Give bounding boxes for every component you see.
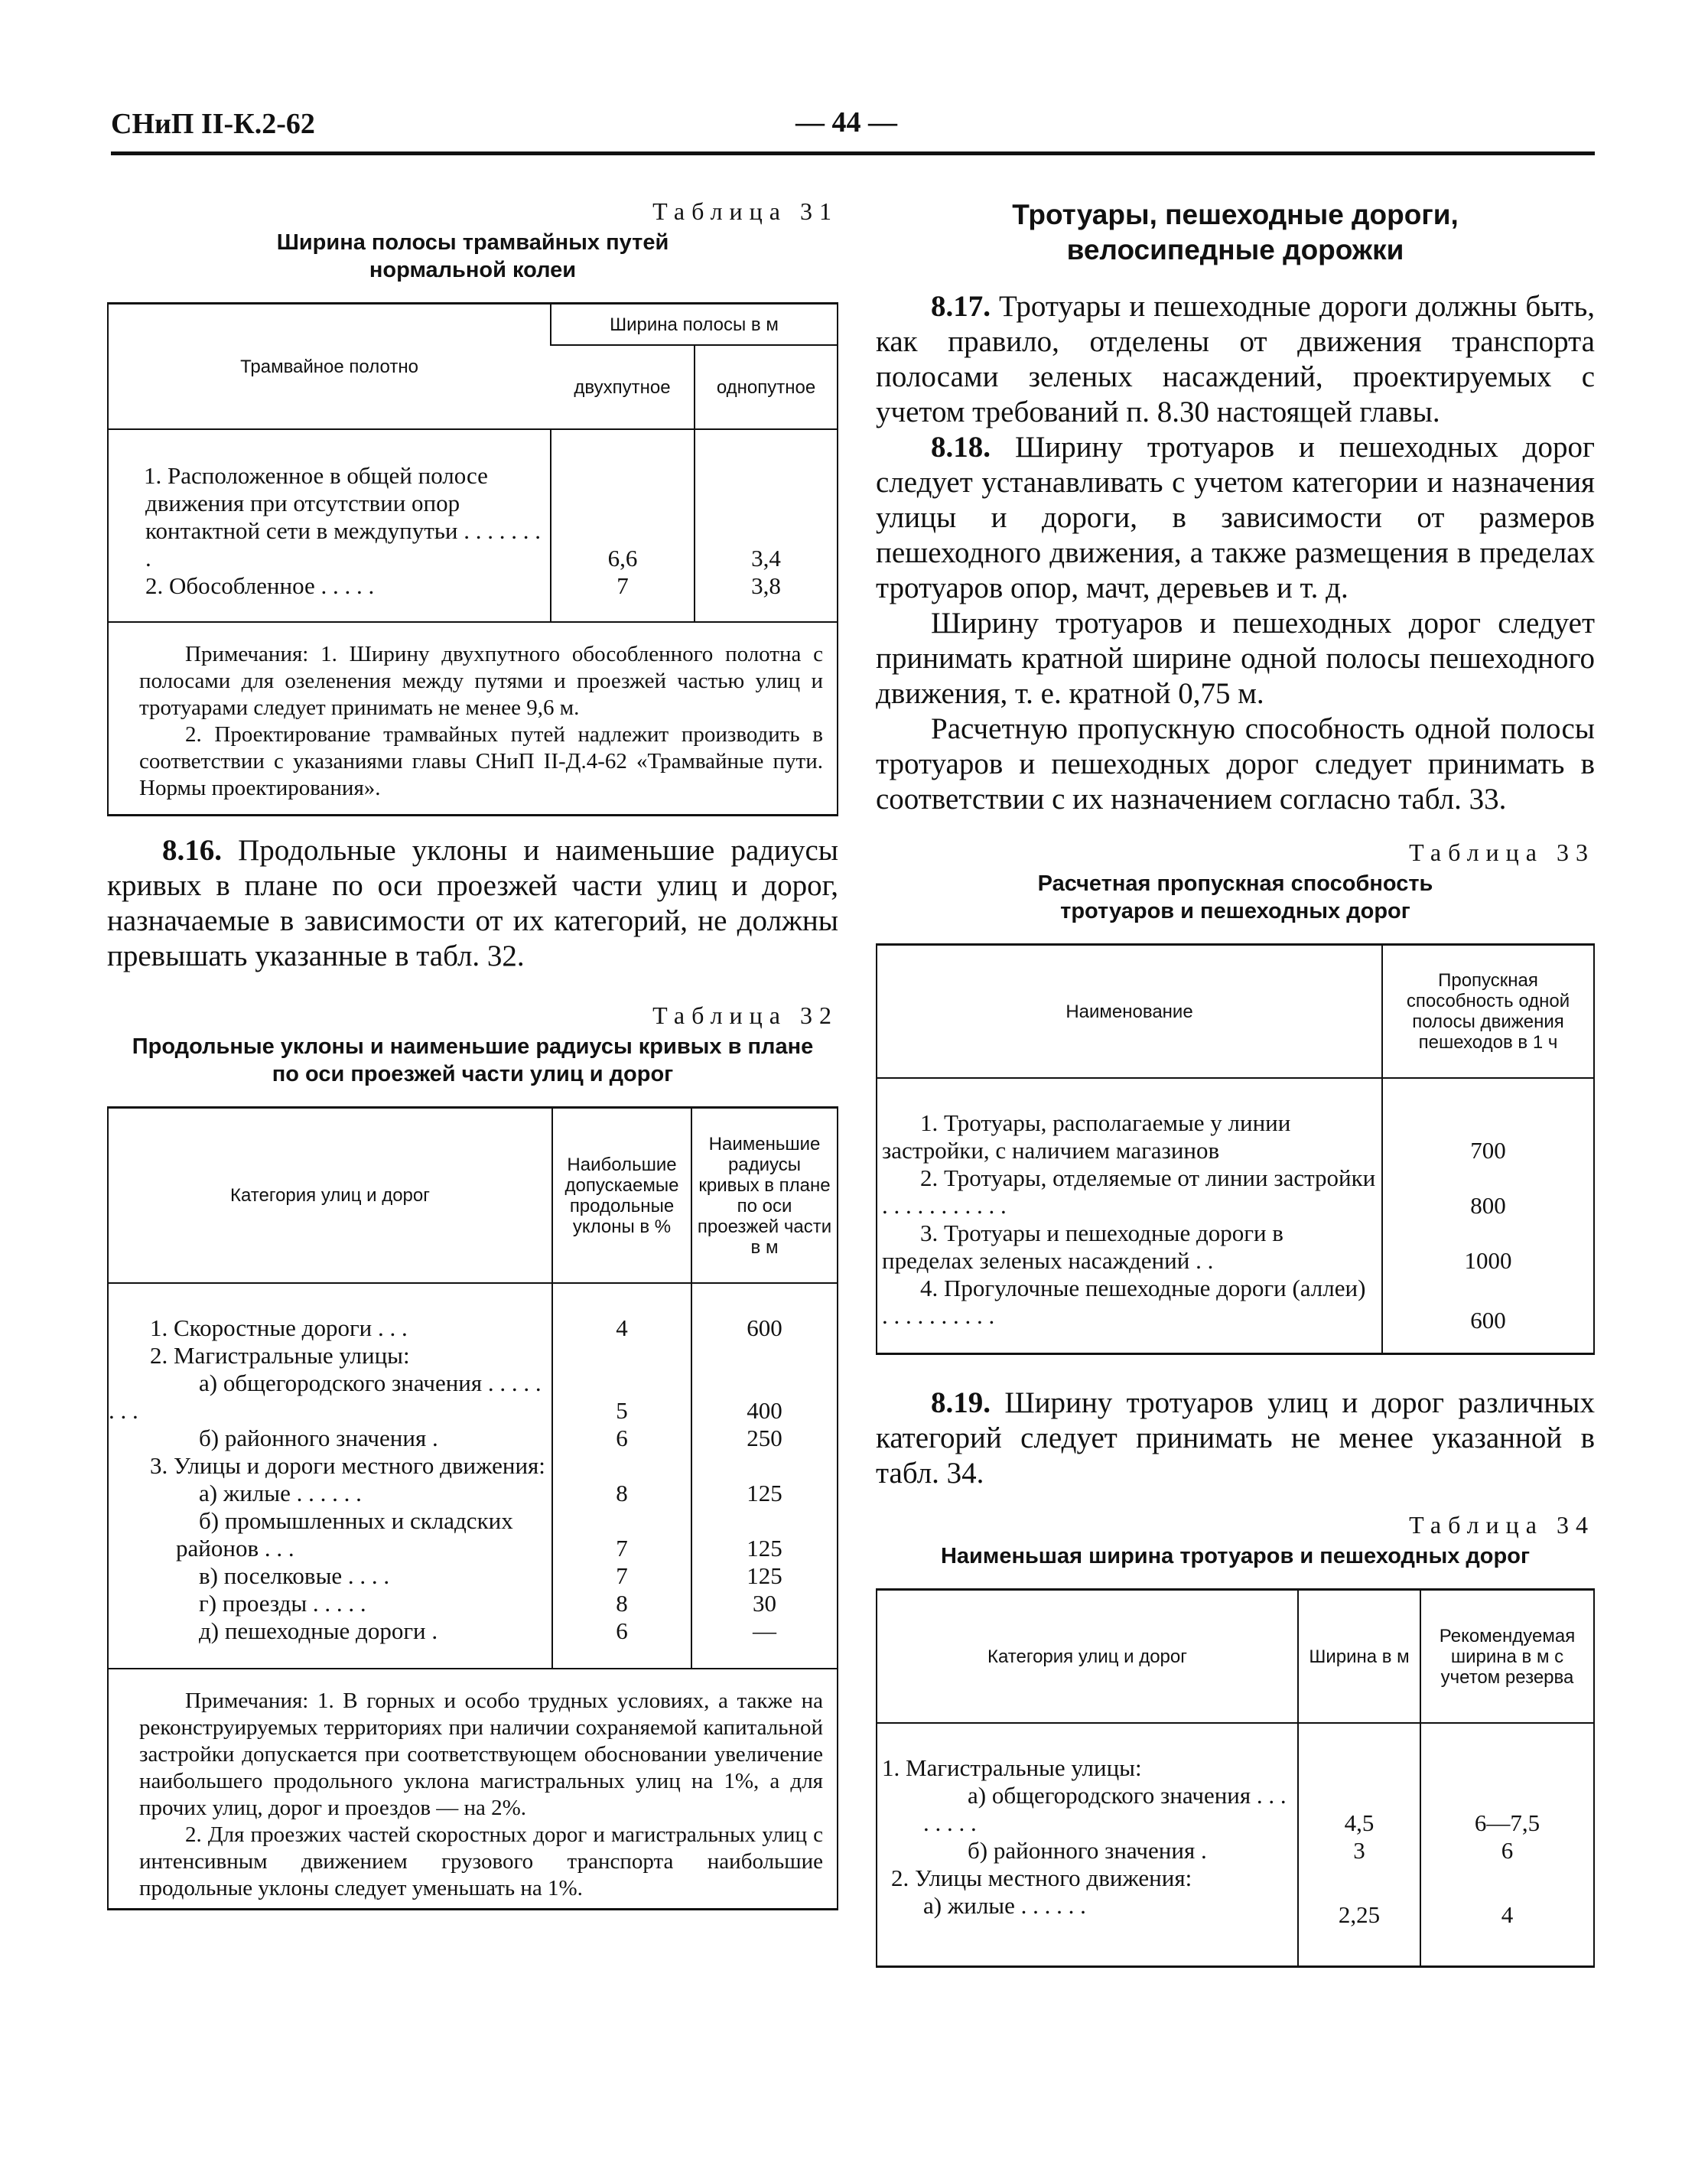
table-34-row-label: б) районного значения . [968, 1837, 1207, 1864]
table-34-row-width: 3 [1298, 1837, 1420, 1864]
paragraph-8-16-text: Продольные уклоны и наименьшие радиусы кривых в плане по оси проезжей части улиц и дорог, назначаемые в зависимости от их категорий, не должны превышать указанные в табл. 32. [107, 834, 838, 972]
table-33-header-capacity: Пропускная способность одной полосы движения пешеходов в 1 ч [1382, 946, 1593, 1078]
table-33-row-value: 600 [1382, 1275, 1593, 1353]
table-33-row-value: 700 [1382, 1078, 1593, 1164]
table-row [109, 1562, 837, 1590]
table-33-title: Расчетная пропускная способность тротуаров и пешеходных дорог [1037, 871, 1433, 923]
table-row [877, 1275, 1593, 1353]
table-31-header-double: двухпутное [551, 345, 695, 429]
table-31-row-label: 2. Обособленное . . . . . [145, 572, 375, 599]
right-column [876, 197, 1595, 1968]
table-32-row-label: 3. Улицы и дороги местного движения: [150, 1452, 545, 1479]
table-row [109, 1425, 837, 1452]
table-row [109, 1507, 837, 1562]
table-34-row-recommended [1420, 1723, 1593, 1782]
table-row [877, 1892, 1593, 1965]
table-32-row-label: а) общегородского значения . . . . . . . . [109, 1369, 542, 1424]
table-31-row-double: 7 [551, 572, 695, 622]
table-row [109, 429, 837, 572]
table-33-row-label: 1. Тротуары, располагаемые у линии застройки, с наличием магазинов [882, 1109, 1291, 1164]
paragraph-8-18-capacity: Расчетную пропускную способность одной полосы тротуаров и пешеходных дорог следует принимать в соответствии с их назначением согласно табл. 33. [876, 712, 1595, 816]
table-32-note-2: 2. Для проезжих частей скоростных дорог и магистральных улиц с интенсивным движением грузового транспорта наибольшие продольные уклоны следует уменьшать на 1%. [139, 1822, 823, 1900]
table-32-row-slope: 5 [552, 1369, 691, 1425]
table-32-header-radius: Наименьшие радиусы кривых в плане по оси проезжей части в м [691, 1109, 837, 1283]
table-row [109, 1617, 837, 1669]
table-32-row-label: а) жилые . . . . . . [199, 1480, 362, 1506]
table-34-row-recommended: 6 [1420, 1837, 1593, 1864]
table-33-header-name: Наименование [877, 946, 1382, 1078]
table-row [109, 1342, 837, 1369]
table-34-row-label: 1. Магистральные улицы: [882, 1754, 1142, 1781]
table-32-row-label: 1. Скоростные дороги . . . [150, 1314, 408, 1341]
table-31-title: Ширина полосы трамвайных путей нормальной колеи [276, 230, 669, 282]
table-row [877, 1164, 1593, 1220]
table-row [877, 1220, 1593, 1275]
table-34-header-category: Категория улиц и дорог [877, 1591, 1298, 1723]
table-32-row-slope: 7 [552, 1507, 691, 1562]
paragraph-8-17-text: Тротуары и пешеходные дороги должны быть, как правило, отделены от движения транспорта полосами зеленых насаждений, проектируемых с учетом требований п. 8.30 настоящей главы. [876, 290, 1595, 428]
paragraph-8-17 [876, 289, 1595, 430]
table-34-row-label: а) жилые . . . . . . [923, 1892, 1086, 1919]
table-32-title: Продольные уклоны и наименьшие радиусы кривых в плане по оси проезжей части улиц и дорог [132, 1034, 814, 1086]
left-column [107, 197, 838, 1910]
paragraph-8-18-number: 8.18. [931, 431, 991, 464]
table-34-row-recommended: 6—7,5 [1420, 1782, 1593, 1837]
table-32-row-slope [552, 1342, 691, 1369]
table-row [109, 1480, 837, 1507]
table-34-title: Наименьшая ширина тротуаров и пешеходных дорог [940, 1544, 1531, 1568]
header-rule [111, 151, 1595, 155]
table-31-header-track: Трамвайное полотно [109, 305, 551, 429]
table-34-header-width: Ширина в м [1298, 1591, 1420, 1723]
table-32-row-label: б) районного значения . [199, 1425, 438, 1451]
table-34-row-width: 4,5 [1298, 1782, 1420, 1837]
table-34-row-label: 2. Улицы местного движения: [891, 1864, 1192, 1891]
section-title: Тротуары, пешеходные дороги, велосипедные дорожки [1012, 199, 1459, 265]
table-33-row-value: 1000 [1382, 1220, 1593, 1275]
table-31-note-1: Примечания: 1. Ширину двухпутного обособленного полотна с полосами для озеленения между путями и проезжей частью улиц и тротуарами следует принимать не менее 9,6 м. [139, 642, 823, 720]
table-32-caption: Таблица 32 [652, 1001, 838, 1029]
paragraph-8-18 [876, 430, 1595, 606]
table-31-row-single: 3,8 [695, 572, 837, 622]
table-32-row-radius: 30 [691, 1590, 837, 1617]
table-32-row-label: 2. Магистральные улицы: [150, 1342, 410, 1369]
table-31-header-width: Ширина полосы в м [551, 305, 837, 345]
table-32-row-slope [552, 1452, 691, 1480]
table-31-row-label: 1. Расположенное в общей полосе движения при отсутствии опор контактной сети в междупутьи . . . . . . . . [144, 462, 541, 572]
table-row [109, 572, 837, 622]
table-32-row-radius: 125 [691, 1480, 837, 1507]
table-32-row-label: г) проезды . . . . . [199, 1590, 366, 1617]
table-row [109, 1452, 837, 1480]
table-31-caption: Таблица 31 [652, 197, 838, 225]
table-32 [107, 1106, 838, 1910]
table-32-row-radius: 600 [691, 1283, 837, 1342]
table-34-header-recommended: Рекомендуемая ширина в м с учетом резерва [1420, 1591, 1593, 1723]
table-32-row-label: в) поселковые . . . . [199, 1562, 390, 1589]
table-32-row-radius: 250 [691, 1425, 837, 1452]
table-row [109, 1283, 837, 1342]
page-number: — 44 — [795, 106, 897, 138]
table-31-note-2: 2. Проектирование трамвайных путей надлежит производить в соответствии с указаниями главы СНиП II-Д.4-62 «Трамвайные пути. Нормы проектирования». [139, 722, 823, 800]
table-32-row-slope: 7 [552, 1562, 691, 1590]
paragraph-8-19-text: Ширину тротуаров улиц и дорог различных категорий следует принимать не менее указанной в табл. 34. [876, 1386, 1596, 1490]
table-31-header-single: однопутное [695, 345, 837, 429]
table-row [877, 1837, 1593, 1864]
table-33-row-label: 3. Тротуары и пешеходные дороги в пределах зеленых насаждений . . [882, 1220, 1283, 1274]
table-34-row-label: а) общегородского значения . . . . . . . . [923, 1782, 1287, 1836]
paragraph-8-17-number: 8.17. [931, 290, 991, 323]
table-34-row-width [1298, 1864, 1420, 1892]
table-32-row-slope: 4 [552, 1283, 691, 1342]
table-row [877, 1078, 1593, 1164]
table-row [877, 1723, 1593, 1782]
table-32-row-slope: 8 [552, 1590, 691, 1617]
table-33-row-value: 800 [1382, 1164, 1593, 1220]
table-34 [876, 1588, 1595, 1968]
table-row [109, 1369, 837, 1425]
paragraph-8-18-width: Ширину тротуаров и пешеходных дорог следует принимать кратной ширине одной полосы пешеходного движения, т. е. кратной 0,75 м. [876, 607, 1595, 710]
table-row [877, 1864, 1593, 1892]
table-34-row-width: 2,25 [1298, 1892, 1420, 1965]
table-32-row-label: д) пешеходные дороги . [199, 1617, 438, 1644]
table-row [109, 1590, 837, 1617]
table-32-header-slope: Наибольшие допускаемые продольные уклоны в % [552, 1109, 691, 1283]
table-32-row-radius: 400 [691, 1369, 837, 1425]
table-32-row-radius: — [691, 1617, 837, 1669]
table-32-row-radius [691, 1342, 837, 1369]
table-33-row-label: 2. Тротуары, отделяемые от линии застройки . . . . . . . . . . . [882, 1164, 1376, 1219]
table-33 [876, 943, 1595, 1355]
table-32-row-radius: 125 [691, 1562, 837, 1590]
table-32-row-slope: 8 [552, 1480, 691, 1507]
table-32-header-category: Категория улиц и дорог [109, 1109, 552, 1283]
table-33-caption: Таблица 33 [1409, 839, 1595, 866]
table-31-row-double: 6,6 [551, 429, 695, 572]
table-34-row-width [1298, 1723, 1420, 1782]
document-code: СНиП II-К.2-62 [111, 108, 315, 140]
table-32-note-1: Примечания: 1. В горных и особо трудных условиях, а также на реконструируемых территориях при наличии сохраняемой капитальной застройки допускается при соответствующем обосновании увеличение наибольшего продольного уклона магистральных улиц на 1%, а для прочих улиц, дорог и проездов — на 2%. [139, 1689, 823, 1820]
table-32-row-radius [691, 1452, 837, 1480]
table-32-row-label: б) промышленных и складских районов . . . [176, 1507, 513, 1562]
paragraph-8-18-text: Ширину тротуаров и пешеходных дорог следует устанавливать с учетом категории и назначения улицы и дороги, в зависимости от размеров пешеходного движения, а также размещения в пределах тротуаров опор, мачт, деревьев и т. д. [876, 431, 1595, 604]
paragraph-8-19-number: 8.19. [931, 1386, 991, 1419]
paragraph-8-16-number: 8.16. [162, 834, 222, 867]
table-31 [107, 302, 838, 816]
table-row [877, 1782, 1593, 1837]
table-34-row-recommended: 4 [1420, 1892, 1593, 1965]
table-34-caption: Таблица 34 [1409, 1511, 1595, 1539]
table-31-row-single: 3,4 [695, 429, 837, 572]
table-34-row-recommended [1420, 1864, 1593, 1892]
table-32-row-radius: 125 [691, 1507, 837, 1562]
table-33-row-label: 4. Прогулочные пешеходные дороги (аллеи) . . . . . . . . . . [882, 1275, 1366, 1329]
paragraph-8-19 [876, 1386, 1595, 1491]
table-32-row-slope: 6 [552, 1617, 691, 1669]
paragraph-8-16 [107, 833, 838, 974]
table-32-row-slope: 6 [552, 1425, 691, 1452]
